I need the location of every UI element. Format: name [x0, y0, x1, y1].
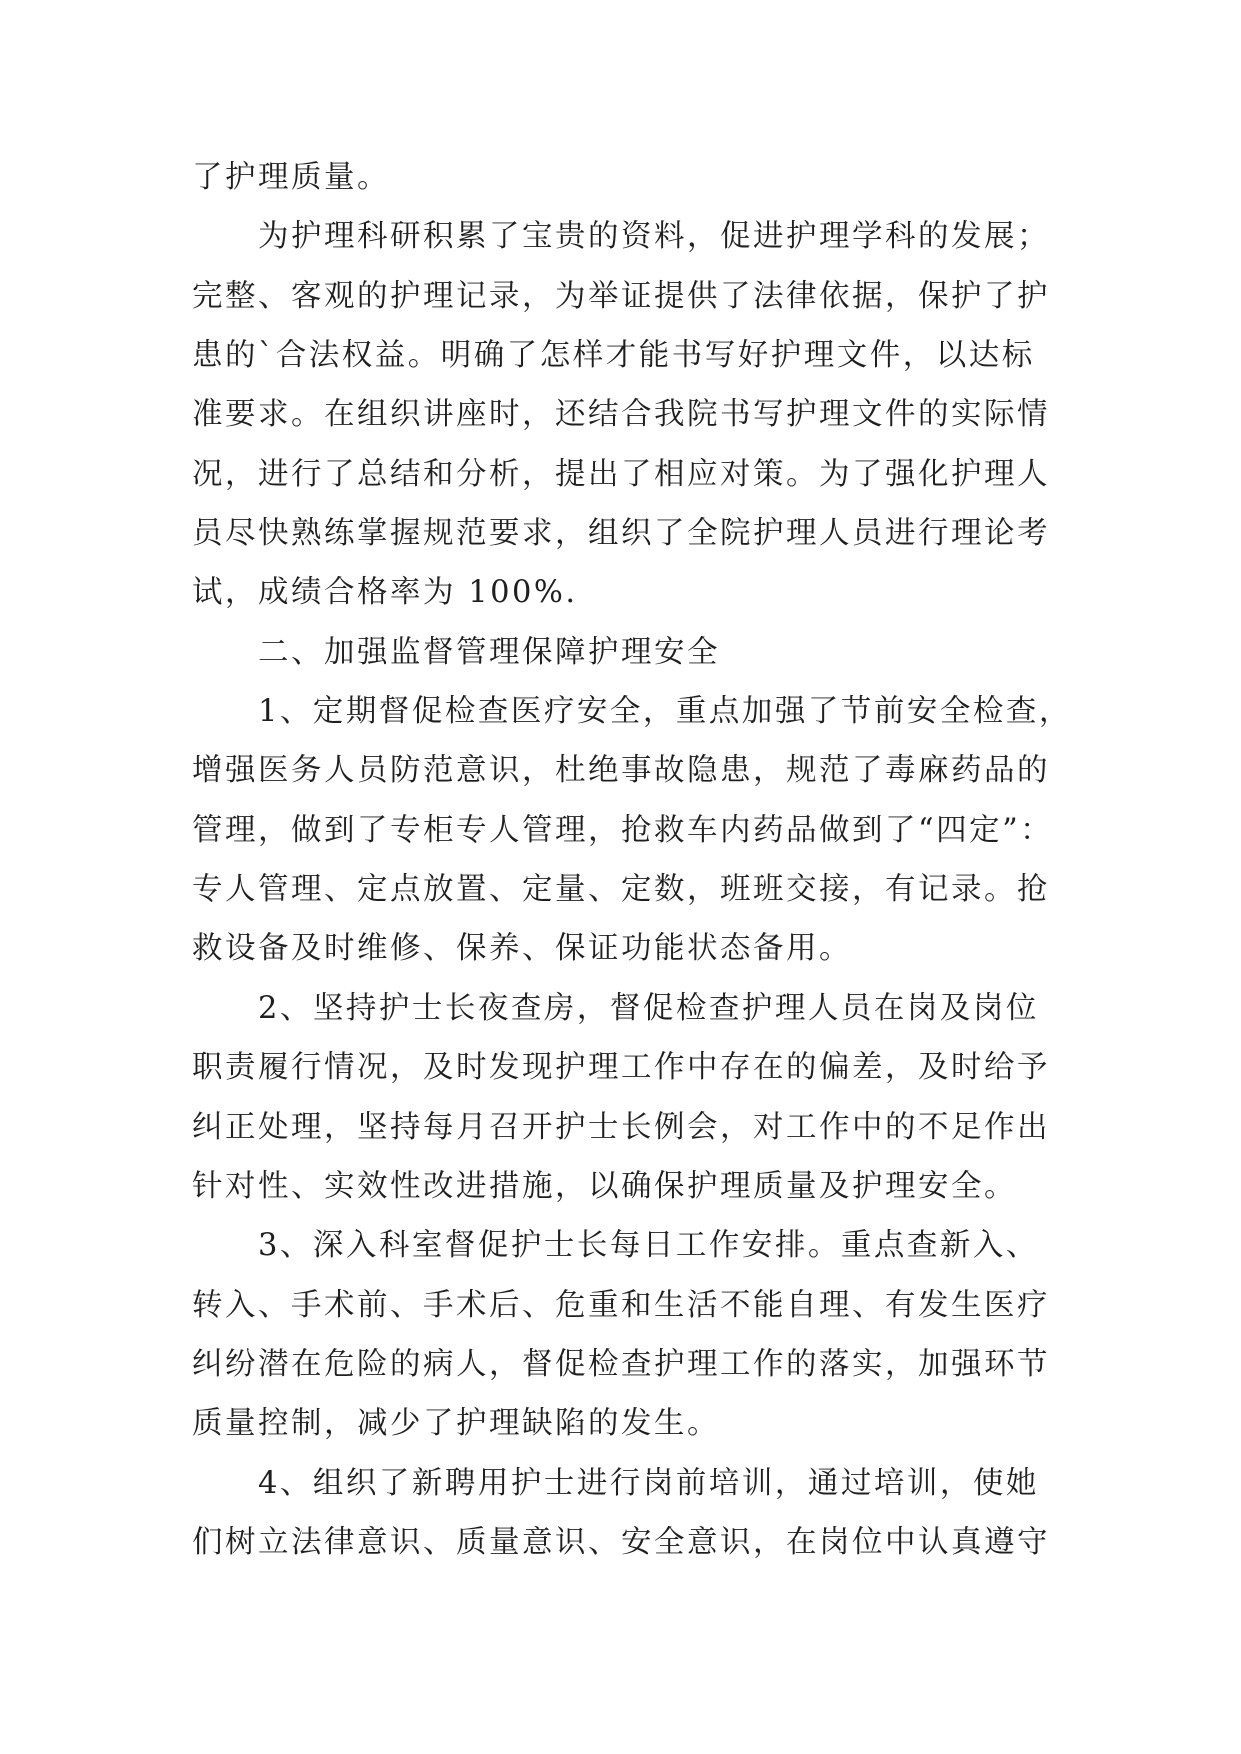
- text-line: 管理，做到了专柜专人管理，抢救车内药品做到了“四定”：: [192, 812, 1054, 848]
- text-line: 纠正处理，坚持每月召开护士长例会，对工作中的不足作出: [192, 1109, 1050, 1145]
- text-line: 4、组织了新聘用护士进行岗前培训，通过培训，使她: [258, 1465, 1039, 1501]
- text-line: 2、坚持护士长夜查房，督促检查护理人员在岗及岗位: [258, 990, 1039, 1026]
- text-line: 增强医务人员防范意识，杜绝事故隐患，规范了毒麻药品的: [192, 753, 1050, 789]
- text-line: 质量控制，减少了护理缺陷的发生。: [192, 1406, 720, 1442]
- text-line: 况，进行了总结和分析，提出了相应对策。为了强化护理人: [192, 456, 1050, 492]
- text-line: 患的`合法权益。明确了怎样才能书写好护理文件，以达标: [192, 338, 1035, 374]
- text-line: 转入、手术前、手术后、危重和生活不能自理、有发生医疗: [192, 1287, 1050, 1323]
- text-line: 试，成绩合格率为 100%.: [192, 575, 578, 611]
- text-line: 员尽快熟练掌握规范要求，组织了全院护理人员进行理论考: [192, 516, 1050, 552]
- text-line: 完整、客观的护理记录，为举证提供了法律依据，保护了护: [192, 278, 1050, 314]
- text-line: 纠纷潜在危险的病人，督促检查护理工作的落实，加强环节: [192, 1346, 1050, 1382]
- section-heading: 二、加强监督管理保障护理安全: [258, 634, 720, 670]
- text-line: 专人管理、定点放置、定量、定数，班班交接，有记录。抢: [192, 872, 1050, 908]
- text-line: 们树立法律意识、质量意识、安全意识，在岗位中认真遵守: [192, 1524, 1050, 1560]
- text-line: 准要求。在组织讲座时，还结合我院书写护理文件的实际情: [192, 397, 1050, 433]
- text-line: 1、定期督促检查医疗安全，重点加强了节前安全检查，: [258, 694, 1072, 730]
- text-line: 3、深入科室督促护士长每日工作安排。重点查新入、: [258, 1228, 1039, 1264]
- text-line: 职责履行情况，及时发现护理工作中存在的偏差，及时给予: [192, 1050, 1050, 1086]
- text-line: 了护理质量。: [192, 160, 390, 195]
- text-line: 针对性、实效性改进措施，以确保护理质量及护理安全。: [192, 1168, 1017, 1204]
- document-body: [192, 148, 1072, 1572]
- text-line: 为护理科研积累了宝贵的资料，促进护理学科的发展；: [258, 219, 1050, 255]
- text-line: 救设备及时维修、保养、保证功能状态备用。: [192, 931, 852, 967]
